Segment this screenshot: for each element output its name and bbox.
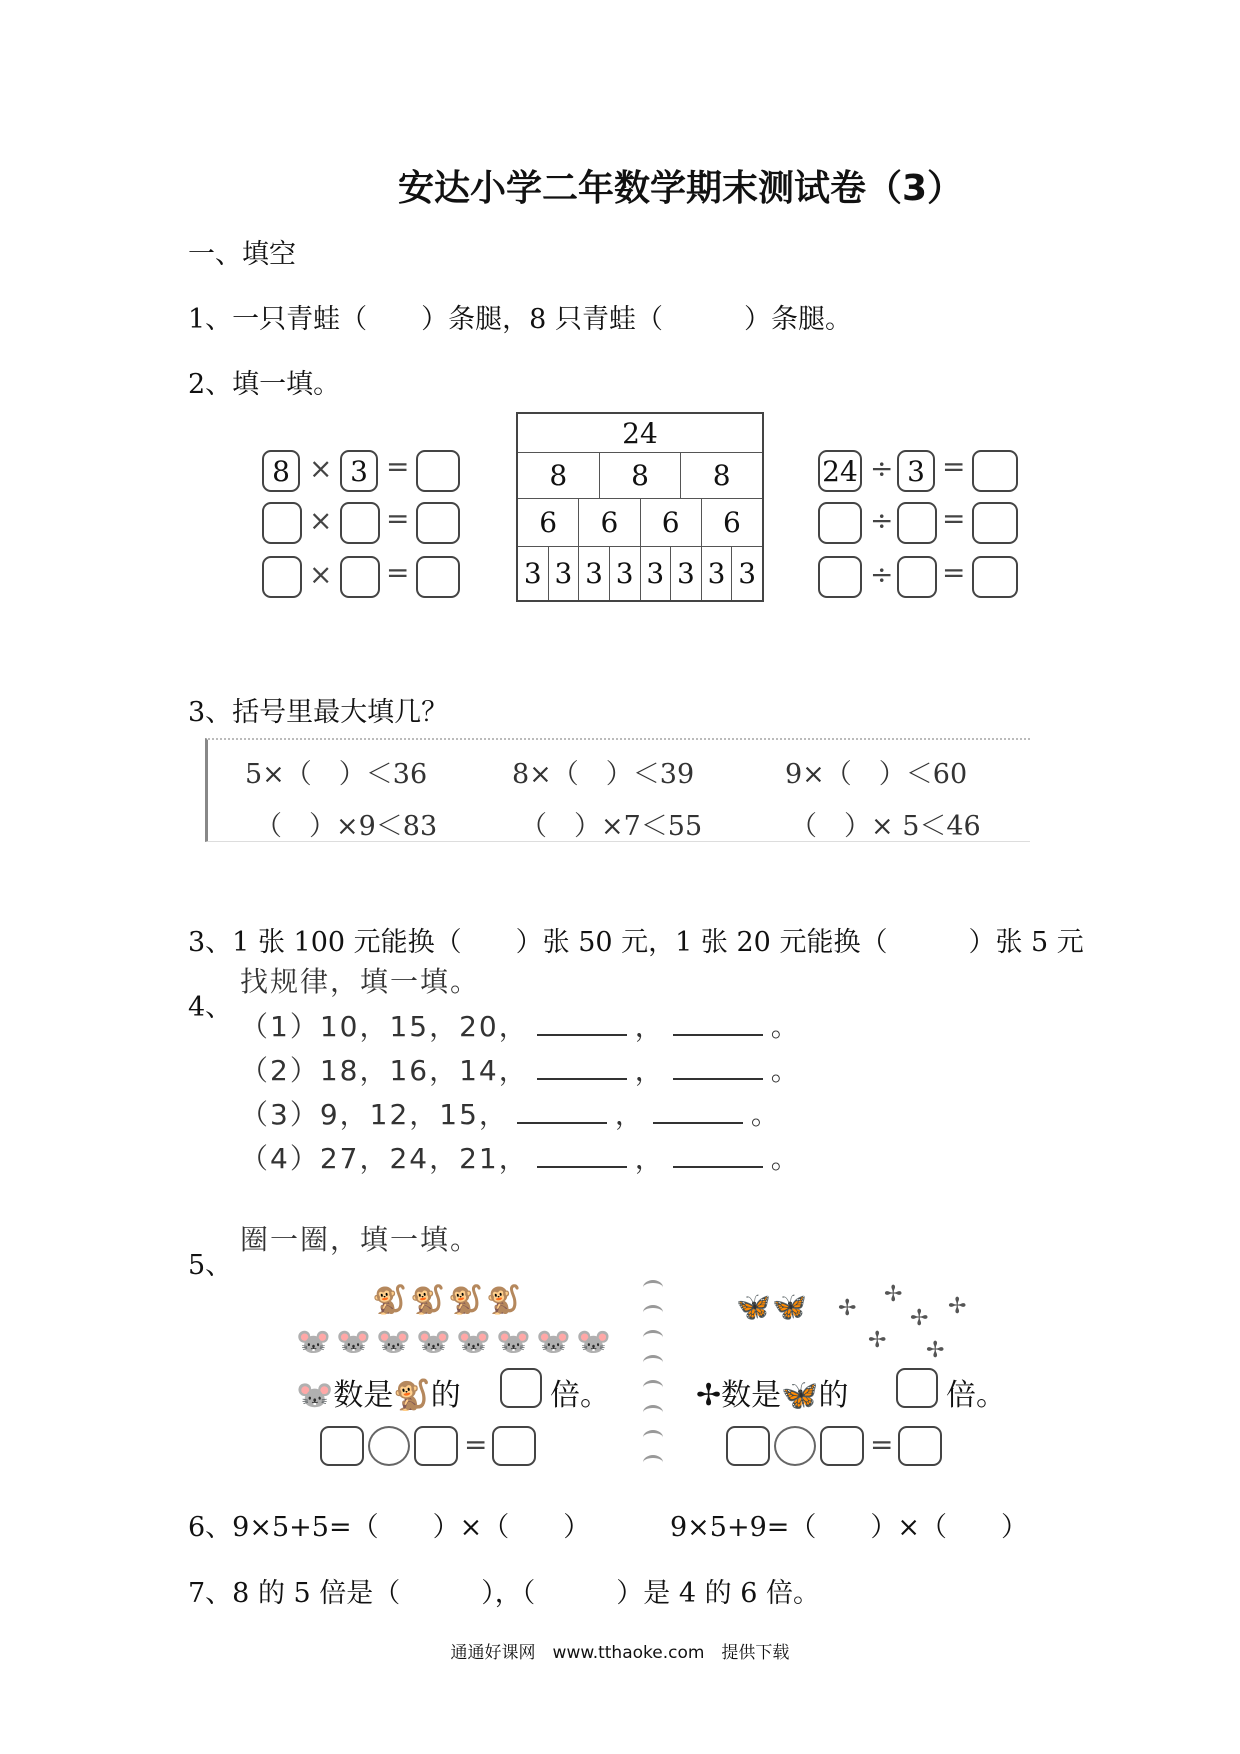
question-4-label: 找规律，填一填。 [240, 965, 481, 998]
equals-sign: = [942, 450, 966, 483]
answer-box[interactable] [500, 1368, 542, 1408]
equation-box[interactable] [492, 1426, 536, 1466]
answer-blank[interactable] [537, 1078, 627, 1080]
equals-sign: = [464, 1428, 488, 1461]
equation-box[interactable] [320, 1426, 364, 1466]
grid-cell: 3 [731, 547, 762, 600]
answer-box[interactable] [896, 1368, 938, 1408]
monkey-icon: 🐒 [448, 1283, 483, 1316]
factor-box[interactable] [262, 556, 302, 598]
mouse-icon: 🐭 [576, 1325, 611, 1358]
question-3-money: 3、1 张 100 元能换（ ）张 50 元，1 张 20 元能换（ ）张 5 元 [188, 927, 1084, 958]
divide-sign: ÷ [870, 504, 894, 537]
grid-cell: 3 [640, 547, 671, 600]
divisor-box[interactable] [897, 502, 937, 544]
answer-box[interactable] [416, 556, 460, 598]
divisor-box[interactable] [897, 556, 937, 598]
sentence-text: 的 [430, 1378, 461, 1413]
grid-cell: 8 [599, 453, 681, 498]
inequality: （ ）×7＜55 [520, 811, 703, 842]
mouse-icon: 🐭 [296, 1325, 331, 1358]
mouse-icon: 🐭 [416, 1325, 451, 1358]
butterfly-icon: 🦋 [781, 1378, 819, 1413]
operator-circle[interactable] [368, 1426, 410, 1466]
times-sign: × [309, 504, 333, 537]
factor-box-a: 8 [262, 450, 300, 492]
equation-box[interactable] [898, 1426, 942, 1466]
monkey-icon: 🐒 [486, 1283, 521, 1316]
equation-box[interactable] [414, 1426, 458, 1466]
question-2-label: 2、填一填。 [188, 369, 341, 400]
factor-box-b: 3 [340, 450, 378, 492]
answer-blank[interactable] [537, 1166, 627, 1168]
grid-cell: 3 [578, 547, 609, 600]
dragonfly-icon: ✢ [838, 1296, 857, 1321]
operator-circle[interactable] [774, 1426, 816, 1466]
sequence-row: （1）10，15，20， ， 。 [240, 1010, 801, 1043]
grid-cell: 3 [548, 547, 579, 600]
equation-box[interactable] [726, 1426, 770, 1466]
answer-box[interactable] [416, 502, 460, 544]
mouse-icon: 🐭 [296, 1378, 334, 1413]
number-split-grid [516, 412, 764, 602]
sequence-row: （4）27，24，21， ， 。 [240, 1142, 801, 1175]
mouse-icon: 🐭 [376, 1325, 411, 1358]
inequality: 8×（ ）＜39 [512, 759, 695, 790]
equals-sign: = [386, 502, 410, 535]
equation-box[interactable] [820, 1426, 864, 1466]
monkey-icon: 🐒 [372, 1283, 407, 1316]
inequality: （ ）× 5＜46 [790, 811, 981, 842]
divisor-box: 3 [897, 450, 935, 492]
grid-cell: 3 [701, 547, 732, 600]
answer-blank[interactable] [673, 1078, 763, 1080]
dragonfly-icon: ✢ [868, 1328, 887, 1353]
butterfly-icon: 🦋 [736, 1290, 771, 1323]
grid-cell: 3 [609, 547, 640, 600]
sequence-values: 10，15，20， [319, 1010, 529, 1043]
divide-sign: ÷ [870, 452, 894, 485]
question-5-label: 圈一圈，填一填。 [240, 1223, 481, 1256]
inequality: （ ）×9＜83 [255, 811, 438, 842]
grid-cell: 6 [701, 499, 762, 546]
dragonfly-icon: ✢ [948, 1294, 967, 1319]
factor-box[interactable] [262, 502, 302, 544]
sequence-index: （2） [240, 1054, 320, 1087]
times-sign: × [309, 558, 333, 591]
inequality: 9×（ ）＜60 [785, 759, 968, 790]
sequence-index: （1） [240, 1010, 320, 1043]
question-5-number: 5、 [188, 1250, 233, 1281]
answer-blank[interactable] [537, 1034, 627, 1036]
question-1: 1、一只青蛙（ ）条腿，8 只青蛙（ ）条腿。 [188, 304, 852, 335]
dragonfly-icon: ✢ [910, 1306, 929, 1331]
question-6-left: 6、9×5+5=（ ）×（ ） [188, 1512, 591, 1543]
grid-cell: 8 [680, 453, 762, 498]
page-title: 安达小学二年数学期末测试卷（3） [398, 168, 964, 209]
butterfly-icon: 🦋 [772, 1290, 807, 1323]
dividend-box: 24 [818, 450, 862, 492]
equals-sign: = [942, 556, 966, 589]
left-sentence [296, 1370, 461, 1414]
question-7: 7、8 的 5 倍是（ ），（ ）是 4 的 6 倍。 [188, 1578, 820, 1609]
times-sign: × [309, 452, 333, 485]
answer-box[interactable] [972, 450, 1018, 492]
equals-sign: = [386, 450, 410, 483]
factor-box[interactable] [340, 556, 380, 598]
dividend-box[interactable] [818, 502, 862, 544]
equals-sign: = [386, 556, 410, 589]
sequence-values: 18，16，14， [319, 1054, 529, 1087]
sequence-index: （3） [240, 1098, 320, 1131]
right-sentence [696, 1370, 849, 1414]
mouse-icon: 🐭 [496, 1325, 531, 1358]
answer-box[interactable] [416, 450, 460, 492]
sequence-row: （2）18，16，14， ， 。 [240, 1054, 801, 1087]
grid-cell: 8 [549, 459, 568, 492]
dragonfly-icon: ✢ [884, 1282, 903, 1307]
sequence-row: （3）9，12，15， ， 。 [240, 1098, 781, 1131]
grid-cell: 3 [670, 547, 701, 600]
factor-box[interactable] [340, 502, 380, 544]
dragonfly-icon: ✢ [926, 1338, 945, 1363]
footer-credit: 通通好课网 www.tthaoke.com 提供下载 [450, 1643, 790, 1663]
question-4-number: 4、 [188, 992, 233, 1023]
answer-blank[interactable] [517, 1122, 607, 1124]
answer-blank[interactable] [673, 1166, 763, 1168]
answer-box[interactable] [972, 502, 1018, 544]
sentence-text: 的 [818, 1378, 849, 1413]
mouse-icon: 🐭 [456, 1325, 491, 1358]
dividend-box[interactable] [818, 556, 862, 598]
sentence-text: 数是 [333, 1378, 394, 1413]
mouse-icon: 🐭 [336, 1325, 371, 1358]
section-heading: 一、填空 [188, 239, 296, 270]
sequence-values: 9，12，15， [319, 1098, 509, 1131]
sentence-text: 倍。 [550, 1378, 610, 1413]
sequence-values: 27，24，21， [319, 1142, 529, 1175]
section-divider [643, 1280, 663, 1460]
question-3-label: 3、括号里最大填几？ [188, 697, 449, 728]
monkey-icon: 🐒 [393, 1378, 431, 1413]
question-6-right: 9×5+9=（ ）×（ ） [670, 1512, 1029, 1543]
monkey-icon: 🐒 [410, 1283, 445, 1316]
mouse-icon: 🐭 [536, 1325, 571, 1358]
dragonfly-icon: ✢ [696, 1378, 722, 1413]
sentence-text: 数是 [721, 1378, 782, 1413]
grid-cell: 24 [622, 416, 658, 450]
divide-sign: ÷ [870, 558, 894, 591]
answer-blank[interactable] [673, 1034, 763, 1036]
equals-sign: = [942, 502, 966, 535]
equals-sign: = [870, 1428, 894, 1461]
grid-cell: 3 [523, 557, 542, 590]
answer-blank[interactable] [653, 1122, 743, 1124]
grid-cell: 6 [539, 506, 558, 539]
sequence-index: （4） [240, 1142, 320, 1175]
answer-box[interactable] [972, 556, 1018, 598]
grid-cell: 6 [640, 499, 701, 546]
inequality: 5×（ ）＜36 [245, 759, 428, 790]
sentence-text: 倍。 [946, 1378, 1006, 1413]
grid-cell: 6 [578, 499, 639, 546]
